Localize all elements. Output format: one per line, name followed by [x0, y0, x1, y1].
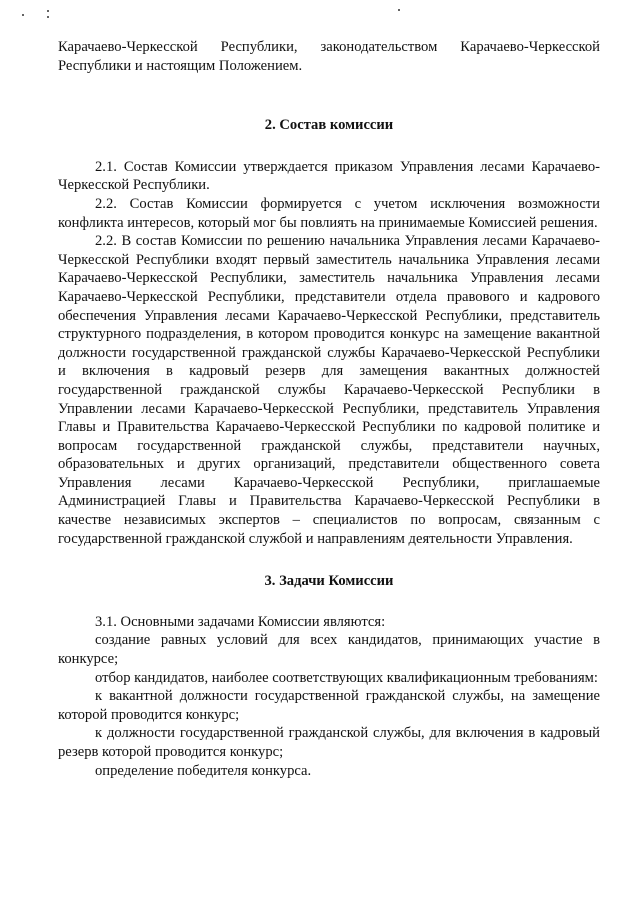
intro-continuation: Карачаево-Черкесской Республики, законодательством Карачаево-Черкесской Республики и настоящим Положением. [58, 39, 600, 74]
document-body [58, 38, 600, 780]
scan-speck [398, 9, 400, 11]
scan-specks [0, 0, 640, 30]
section-2-title: 2. Состав комиссии [264, 117, 394, 134]
scan-speck [47, 16, 49, 18]
paragraph-3-1: 3.1. Основными задачами Комиссии являются: [95, 613, 386, 630]
paragraph-2-2: 2.2. Состав Комиссии формируется с учетом исключения возможности конфликта интересов, который мог бы повлиять на принимаемые Комиссией решения. [58, 195, 600, 231]
task-equal-conditions: создание равных условий для всех кандидатов, принимающих участие в конкурсе; [58, 632, 600, 668]
task-vacant-position: к вакантной должности государственной гражданской службы, на замещение которой проводится конкурс; [58, 688, 600, 723]
paragraph-2-2-composition: 2.2. В состав Комиссии по решению начальника Управления лесами Карачаево-Черкесской Республики входят первый заместитель начальника Управления лесами Карачаево-Черкесской Республики, заместитель начальника Управления лесами Карачаево-Черкесской Республики, представители отдела правового и кадрового обеспечения Управления лесами Карачаево-Черкесской Республики, представитель структурного подразделения, в котором проводится конкурс на замещение вакантной должности государственной гражданской службы Карачаево-Черкесской Республики и включения в кадровый резерв для замещения вакантных должностей государственной гражданской службы Карачаево-Черкесской Республики в Управлении лесами Карачаево-Черкесской Республики, представитель Управления Главы и Правительства Карачаево-Черкесской Республики по кадровой политике и вопросам государственной гражданской службы, представители научных, образовательных и других организаций, представители общественного совета Управления лесами Карачаево-Черкесской Республики, приглашаемые Администрацией Главы и Правительства Карачаево-Черкесской Республики в качестве независимых экспертов – специалистов по вопросам, связанным с государственной гражданской службой и направлениям деятельности Управления. [58, 233, 600, 547]
paragraph-2-1: 2.1. Состав Комиссии утверждается приказом Управления лесами Карачаево-Черкесской Республики. [58, 158, 600, 194]
scan-speck [22, 14, 24, 16]
task-reserve-position: к должности государственной гражданской службы, для включения в кадровый резерв которой проводится конкурс; [58, 725, 600, 760]
scan-speck [47, 10, 49, 12]
section-3-title: 3. Задачи Комиссии [264, 573, 394, 590]
task-candidate-selection: отбор кандидатов, наиболее соответствующих квалификационным требованиям: [95, 669, 598, 686]
task-winner: определение победителя конкурса. [95, 762, 312, 779]
